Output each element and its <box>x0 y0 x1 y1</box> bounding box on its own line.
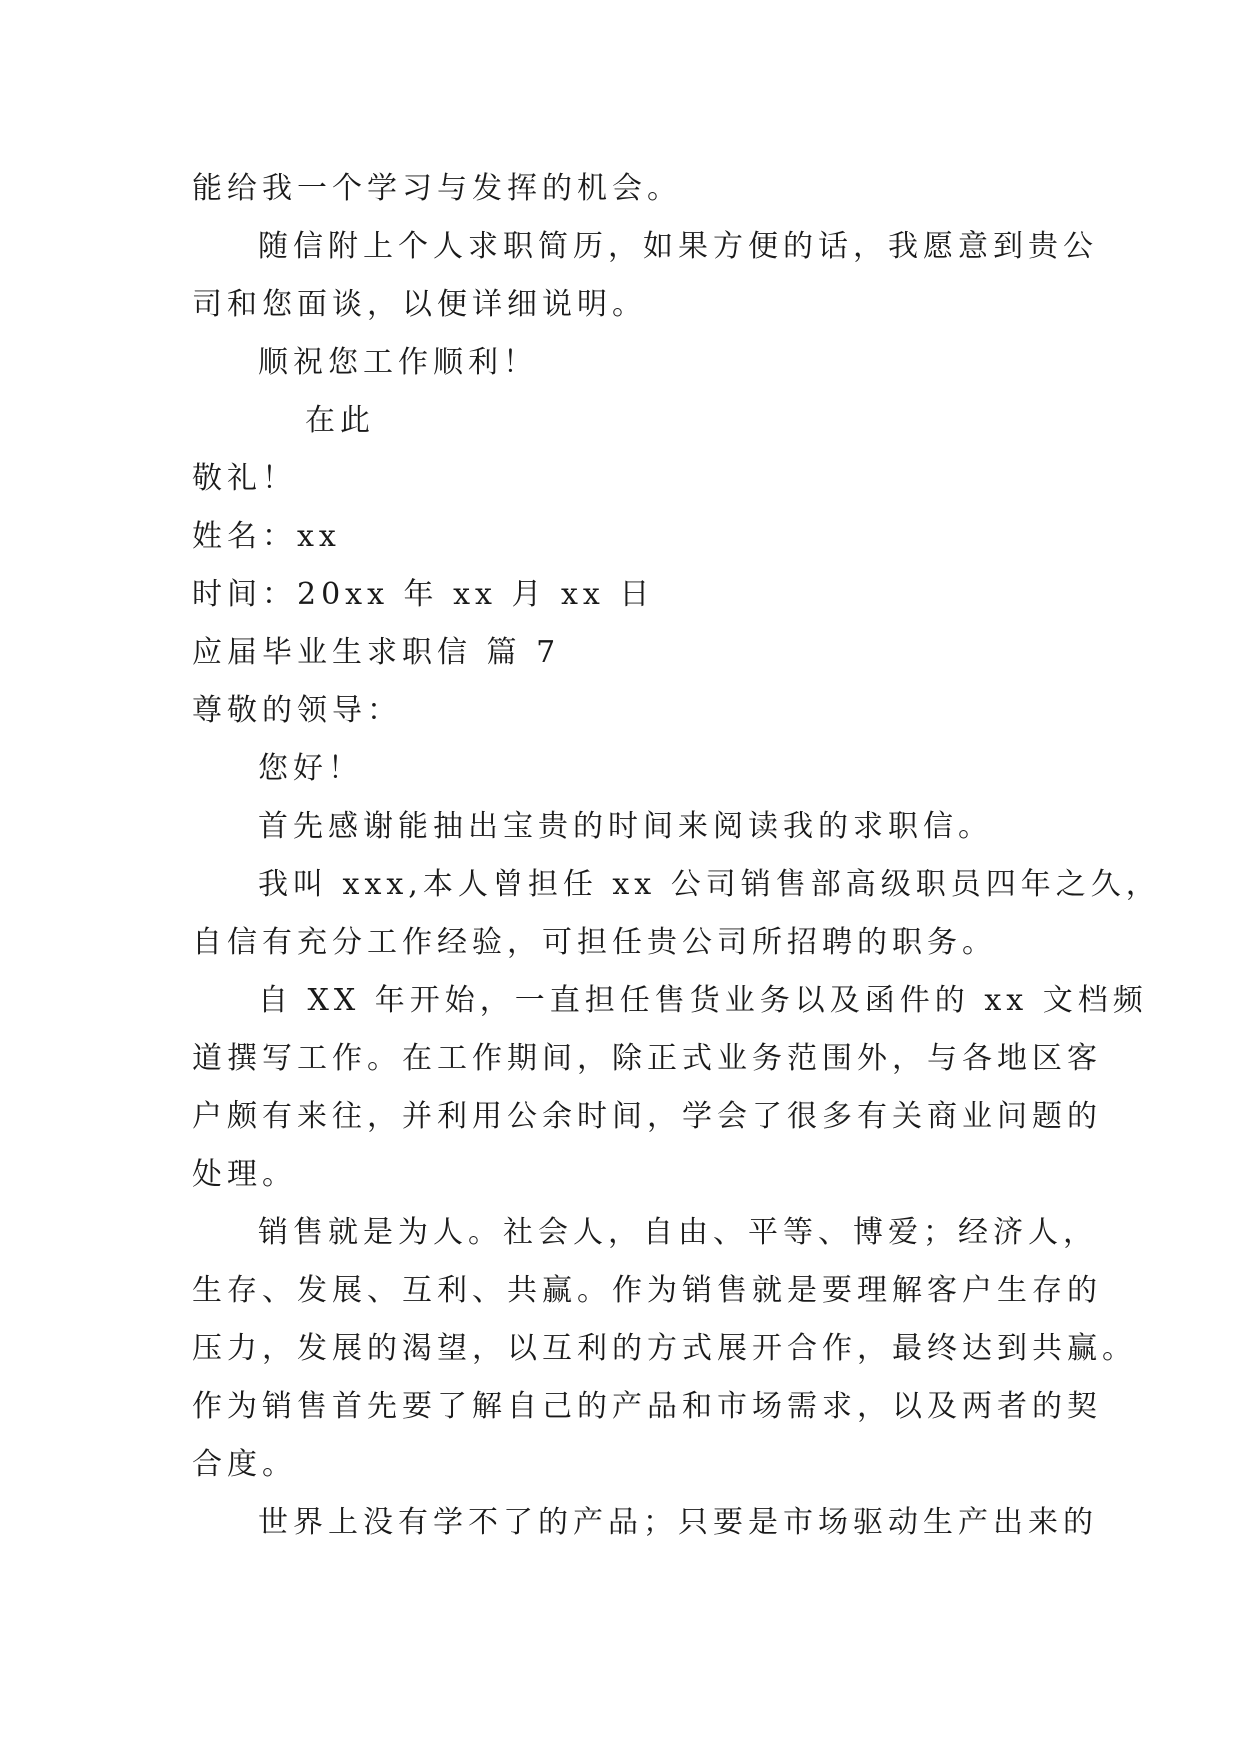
text-line: 处理。 <box>192 1157 297 1192</box>
letter-body <box>192 160 1161 1552</box>
text-line: 户颇有来往，并利用公余时间，学会了很多有关商业问题的 <box>192 1099 1102 1134</box>
text-line: 司和您面谈，以便详细说明。 <box>192 287 647 322</box>
text-line: 世界上没有学不了的产品；只要是市场驱动生产出来的 <box>258 1505 1098 1540</box>
section-heading: 应届毕业生求职信 篇 7 <box>192 635 561 670</box>
text-line: 生存、发展、互利、共赢。作为销售就是要理解客户生存的 <box>192 1273 1102 1308</box>
text-line: 作为销售首先要了解自己的产品和市场需求，以及两者的契 <box>192 1389 1102 1424</box>
text-line: 销售就是为人。社会人，自由、平等、博爱；经济人， <box>258 1215 1098 1250</box>
signature-date: 时间：20xx 年 xx 月 xx 日 <box>192 577 655 612</box>
text-line: 自信有充分工作经验，可担任贵公司所招聘的职务。 <box>192 925 997 960</box>
text-line: 首先感谢能抽出宝贵的时间来阅读我的求职信。 <box>258 809 993 844</box>
text-line: 压力，发展的渴望，以互利的方式展开合作，最终达到共赢。 <box>192 1331 1137 1366</box>
greeting: 您好！ <box>258 751 363 786</box>
closing-wish: 顺祝您工作顺利！ <box>258 345 538 380</box>
text-line: 我叫 xxx,本人曾担任 xx 公司销售部高级职员四年之久， <box>258 867 1161 902</box>
closing-jingli: 敬礼！ <box>192 461 297 496</box>
text-line: 合度。 <box>192 1447 297 1482</box>
text-line: 随信附上个人求职简历，如果方便的话，我愿意到贵公 <box>258 229 1098 264</box>
closing-zaici: 在此 <box>305 403 375 438</box>
text-line: 自 XX 年开始，一直担任售货业务以及函件的 xx 文档频 <box>258 983 1148 1018</box>
text-line: 能给我一个学习与发挥的机会。 <box>192 171 682 206</box>
signature-name: 姓名：xx <box>192 519 341 554</box>
text-line: 道撰写工作。在工作期间，除正式业务范围外，与各地区客 <box>192 1041 1102 1076</box>
salutation: 尊敬的领导： <box>192 693 402 728</box>
